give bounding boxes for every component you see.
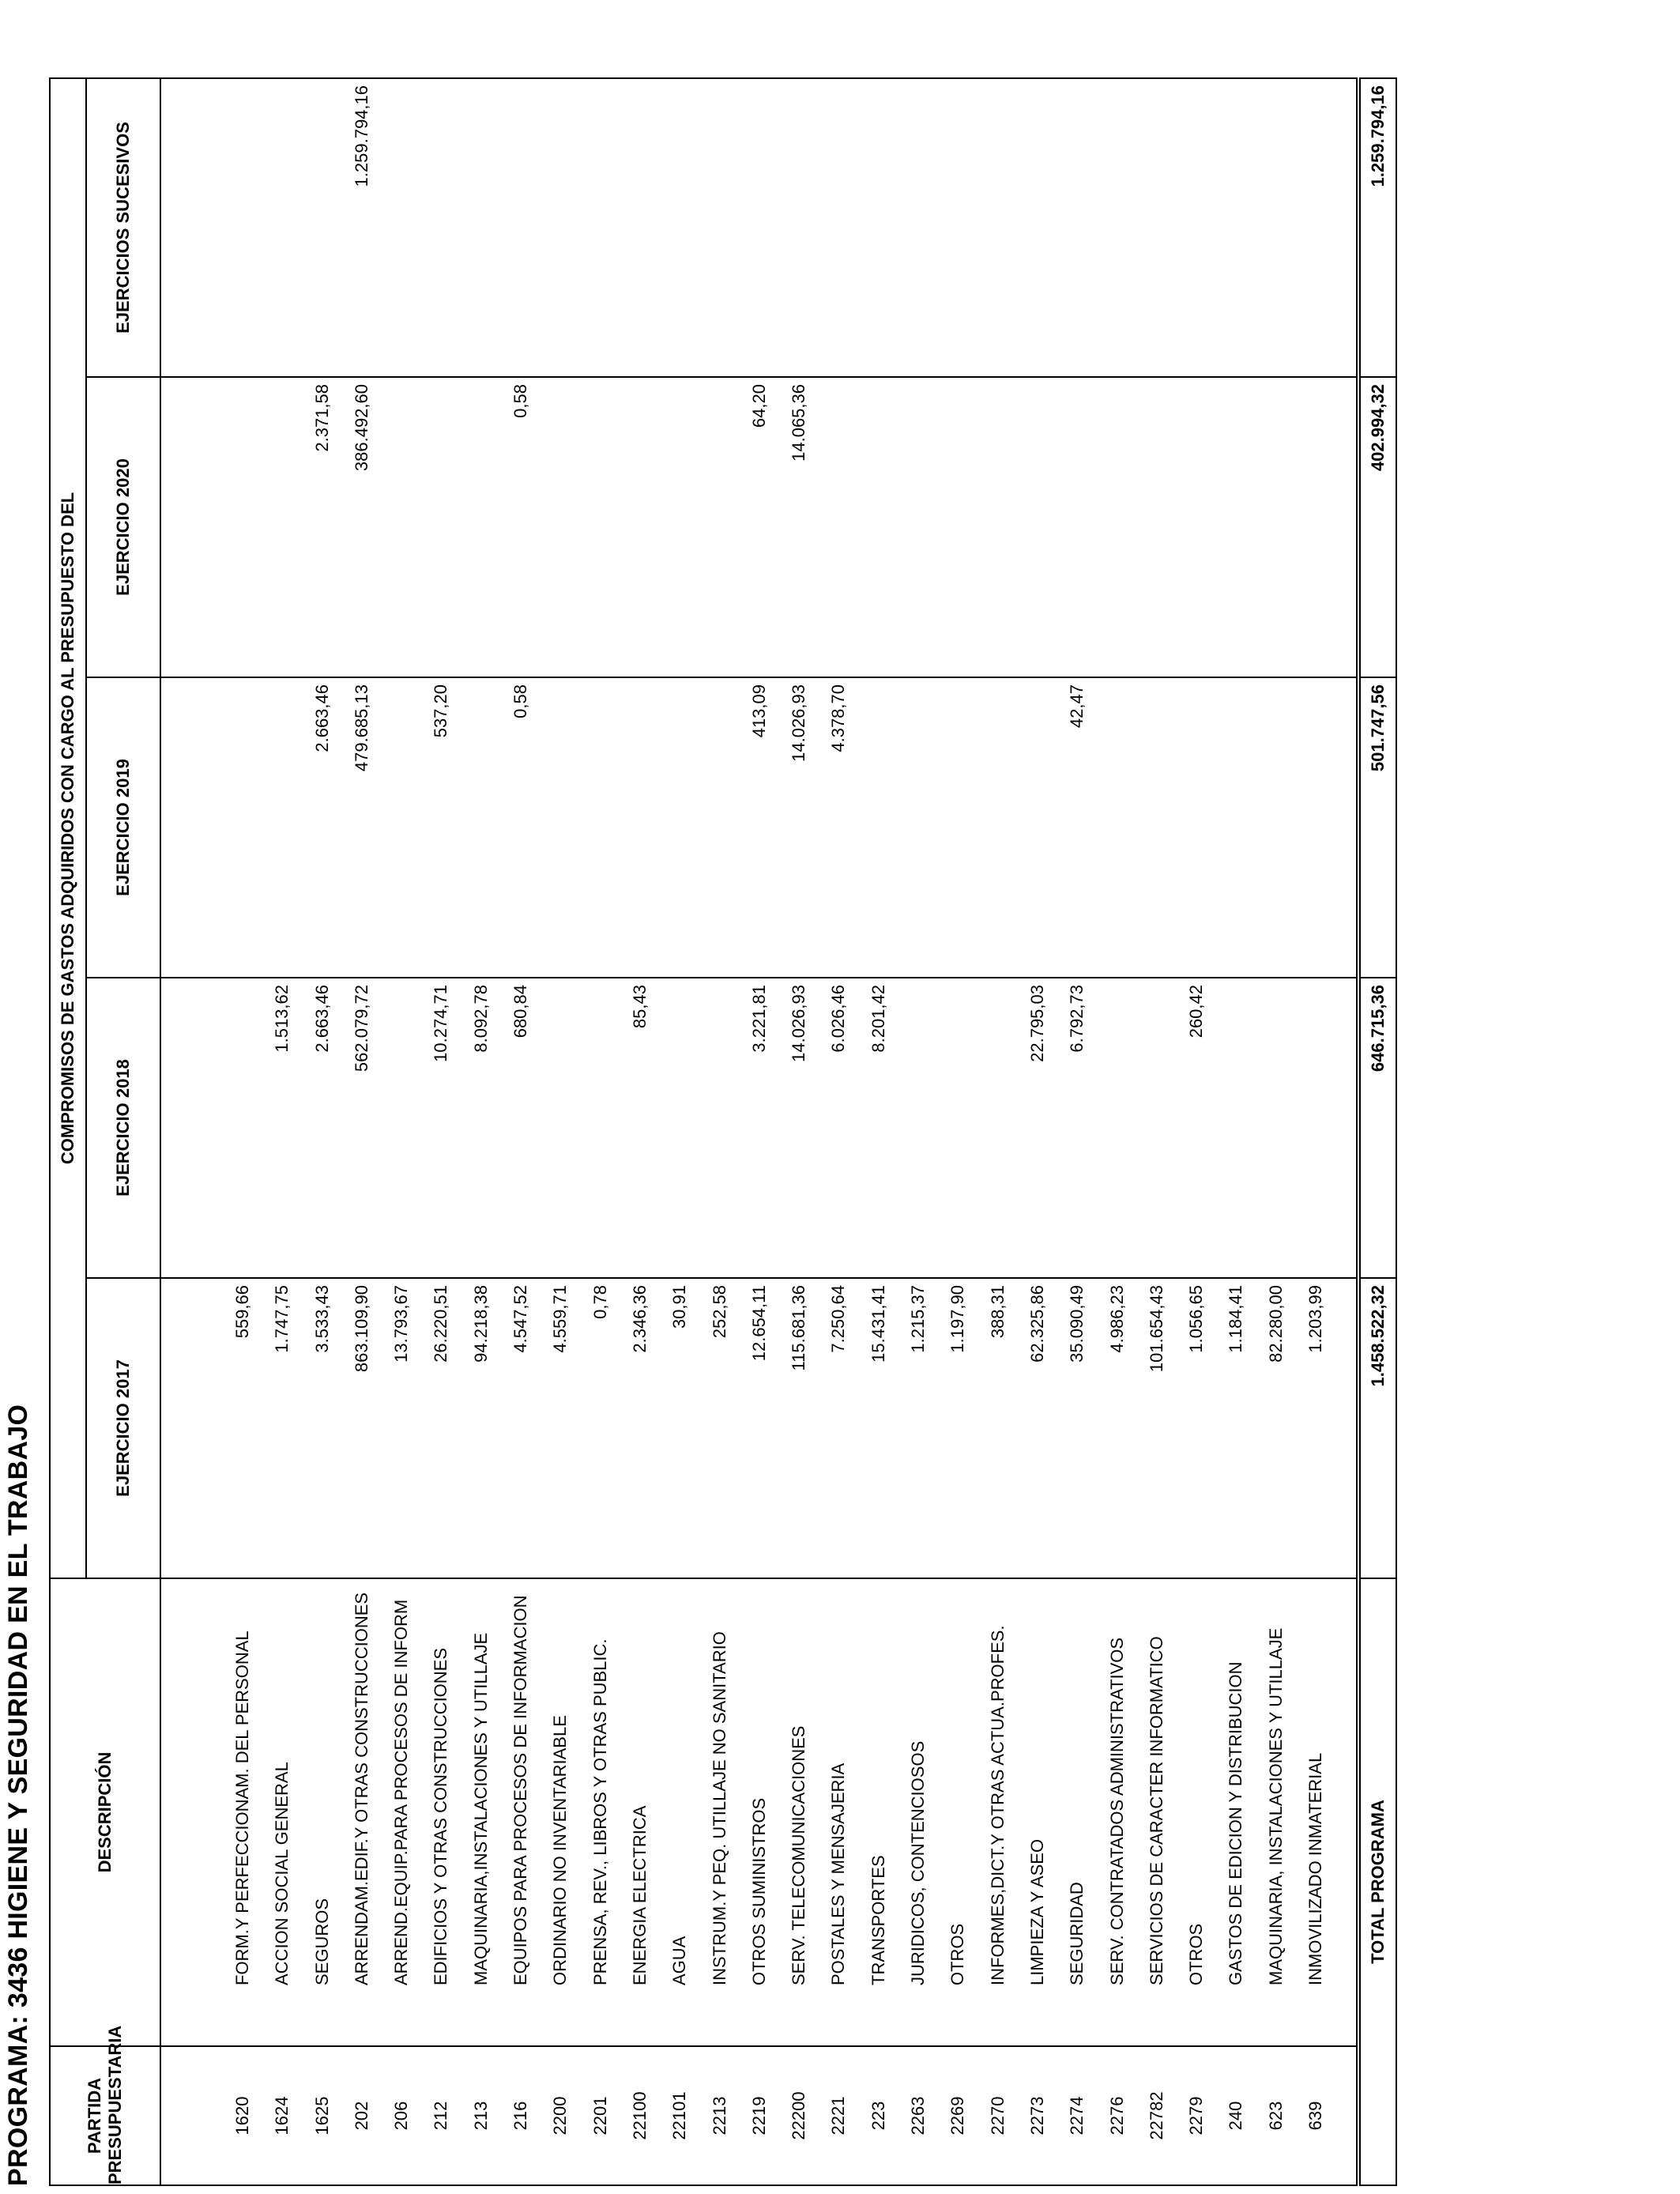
- ejercicio-2017-cell: 94.218,38: [470, 1285, 491, 1363]
- ejercicio-2020-cell: [660, 384, 699, 677]
- ejercicio-2017-cell: 0,78: [590, 1285, 610, 1319]
- ejercicio-2019-cell: [700, 684, 740, 977]
- ejercicio-2020-cell: [898, 384, 938, 677]
- ejercicio-2019-cell: [461, 684, 501, 977]
- descripcion-cell: AGUA: [669, 1936, 690, 1985]
- ejercicio-2019-cell: [1256, 684, 1296, 977]
- ejercicio-2019-cell: [262, 684, 302, 977]
- partida-cell: 22100: [629, 2091, 650, 2140]
- ejercicio-2017-cell: 252,58: [709, 1285, 729, 1339]
- partida-cell: 2279: [1186, 2096, 1207, 2136]
- ejercicio-2019-cell: [859, 684, 898, 977]
- header-ejercicios-sucesivos: EJERCICIOS SUCESIVOS: [86, 78, 160, 377]
- ejercicio-2019-cell: [978, 684, 1018, 977]
- ejercicio-2020-cell: [1216, 384, 1256, 677]
- ejercicio-2020-cell: [620, 384, 660, 677]
- ejercicio-2020-cell: [819, 384, 858, 677]
- ejercicio-2017-cell: 559,66: [232, 1285, 252, 1339]
- ejercicios-sucesivos-cell: [1057, 85, 1097, 376]
- ejercicio-2020-cell: [978, 384, 1018, 677]
- partida-cell: 2201: [590, 2096, 610, 2136]
- ejercicios-sucesivos-cell: [1256, 85, 1296, 376]
- ejercicio-2019-cell: [620, 684, 660, 977]
- ejercicios-sucesivos-cell: [938, 85, 977, 376]
- ejercicios-sucesivos-cell: [740, 85, 779, 376]
- descripcion-cell: ARREND.EQUIP.PARA PROCESOS DE INFORM: [391, 1599, 412, 1985]
- ejercicios-sucesivos-cell: [898, 85, 938, 376]
- ejercicios-sucesivos-cell: [382, 85, 421, 376]
- ejercicio-2018-cell: [898, 985, 938, 1277]
- ejercicio-2019-cell: 42,47: [1067, 684, 1087, 729]
- descripcion-cell: FORM.Y PERFECCIONAM. DEL PERSONAL: [232, 1630, 252, 1985]
- partida-cell: 213: [470, 2101, 491, 2131]
- ejercicio-2017-cell: 13.793,67: [391, 1285, 412, 1363]
- descripcion-cell: OTROS: [1186, 1923, 1207, 1985]
- ejercicio-2018-cell: [1098, 985, 1137, 1277]
- ejercicio-2019-cell: 14.026,93: [789, 684, 809, 762]
- descripcion-cell: PRENSA, REV., LIBROS Y OTRAS PUBLIC.: [590, 1638, 610, 1985]
- partida-cell: 2273: [1026, 2096, 1047, 2136]
- ejercicio-2017-cell: 863.109,90: [351, 1285, 371, 1373]
- partida-cell: 206: [391, 2101, 412, 2131]
- ejercicio-2020-cell: 2.371,58: [311, 384, 332, 452]
- ejercicio-2020-cell: [1137, 384, 1177, 677]
- descripcion-cell: INMOVILIZADO INMATERIAL: [1305, 1752, 1326, 1985]
- ejercicio-2017-cell: 82.280,00: [1265, 1285, 1286, 1363]
- total-ejercicio-2017: 1.458.522,32: [1360, 1278, 1396, 1578]
- ejercicio-2018-cell: [1216, 985, 1256, 1277]
- partida-cell: 1624: [272, 2096, 292, 2136]
- ejercicios-sucesivos-cell: [461, 85, 501, 376]
- ejercicio-2020-column: [160, 377, 1357, 677]
- ejercicios-sucesivos-cell: [1296, 85, 1335, 376]
- descripcion-cell: ORDINARIO NO INVENTARIABLE: [550, 1715, 571, 1985]
- header-ejercicio-2017: EJERCICIO 2017: [86, 1278, 160, 1578]
- ejercicio-2018-cell: 680,84: [510, 985, 531, 1039]
- partida-cell: 2219: [748, 2096, 769, 2136]
- descripcion-cell: SEGUROS: [311, 1898, 332, 1985]
- ejercicio-2019-cell: 0,58: [510, 684, 531, 718]
- header-descripcion: DESCRIPCIÓN: [50, 1578, 160, 2046]
- header-ejercicio-2020: EJERCICIO 2020: [86, 377, 160, 677]
- partida-cell: 1620: [232, 2096, 252, 2136]
- ejercicio-2017-cell: 4.547,52: [510, 1285, 531, 1353]
- ejercicios-sucesivos-cell: [581, 85, 620, 376]
- ejercicio-2019-cell: [1177, 684, 1216, 977]
- ejercicio-2020-cell: 0,58: [510, 384, 531, 418]
- partida-cell: 2263: [908, 2096, 929, 2136]
- partida-cell: 223: [868, 2101, 888, 2131]
- descripcion-cell: SERV. TELECOMUNICACIONES: [789, 1725, 809, 1985]
- ejercicio-2020-cell: [1018, 384, 1057, 677]
- ejercicios-sucesivos-cell: [303, 85, 342, 376]
- ejercicio-2020-cell: [700, 384, 740, 677]
- ejercicio-2017-cell: 1.203,99: [1305, 1285, 1326, 1353]
- ejercicio-2019-cell: 4.378,70: [828, 684, 849, 752]
- ejercicio-2020-cell: [1057, 384, 1097, 677]
- ejercicios-sucesivos-cell: 1.259.794,16: [351, 85, 371, 187]
- partida-cell: 2274: [1067, 2096, 1087, 2136]
- ejercicios-sucesivos-cell: [501, 85, 541, 376]
- descripcion-cell: ENERGIA ELECTRICA: [629, 1805, 650, 1985]
- total-ejercicios-sucesivos: 1.259.794,16: [1360, 78, 1396, 377]
- descripcion-cell: OTROS: [947, 1923, 968, 1985]
- total-row: [1359, 77, 1397, 2186]
- partida-cell: 2269: [947, 2096, 968, 2136]
- ejercicio-2018-cell: 6.792,73: [1067, 985, 1087, 1053]
- ejercicio-2018-cell: 6.026,46: [828, 985, 849, 1053]
- ejercicio-2020-cell: 386.492,60: [351, 384, 371, 472]
- ejercicio-2019-cell: [660, 684, 699, 977]
- ejercicio-2017-cell: 15.431,41: [868, 1285, 888, 1363]
- partida-cell: 623: [1265, 2101, 1286, 2131]
- ejercicio-2020-cell: [859, 384, 898, 677]
- descripcion-cell: ARRENDAM.EDIF.Y OTRAS CONSTRUCCIONES: [351, 1592, 371, 1985]
- descripcion-cell: JURIDICOS, CONTENCIOSOS: [908, 1740, 929, 1985]
- ejercicio-2018-cell: [700, 985, 740, 1277]
- partida-cell: 212: [431, 2101, 451, 2131]
- ejercicios-sucesivos-cell: [421, 85, 461, 376]
- ejercicio-2017-cell: 4.986,23: [1106, 1285, 1127, 1353]
- ejercicio-2018-cell: 562.079,72: [351, 985, 371, 1072]
- ejercicio-2019-cell: 413,09: [748, 684, 769, 738]
- ejercicios-sucesivos-cell: [700, 85, 740, 376]
- ejercicio-2018-cell: [382, 985, 421, 1277]
- descripcion-cell: INSTRUM.Y PEQ. UTILLAJE NO SANITARIO: [709, 1631, 729, 1985]
- total-ejercicio-2019: 501.747,56: [1360, 677, 1396, 978]
- ejercicio-2018-cell: 2.663,46: [311, 985, 332, 1053]
- ejercicio-2019-cell: [541, 684, 580, 977]
- ejercicio-2019-cell: 479.685,13: [351, 684, 371, 772]
- ejercicio-2019-cell: [898, 684, 938, 977]
- ejercicios-sucesivos-column: [160, 78, 1357, 377]
- descripcion-cell: ACCION SOCIAL GENERAL: [272, 1762, 292, 1985]
- ejercicio-2019-cell: 537,20: [431, 684, 451, 738]
- ejercicio-2018-cell: [978, 985, 1018, 1277]
- ejercicio-2020-cell: [1296, 384, 1335, 677]
- partida-cell: 2276: [1106, 2096, 1127, 2136]
- descripcion-cell: SERVICIOS DE CARACTER INFORMATICO: [1146, 1636, 1166, 1985]
- ejercicios-sucesivos-cell: [1018, 85, 1057, 376]
- ejercicios-sucesivos-cell: [1137, 85, 1177, 376]
- ejercicio-2020-cell: [938, 384, 977, 677]
- descripcion-column: [160, 1578, 1357, 2046]
- ejercicios-sucesivos-cell: [819, 85, 858, 376]
- ejercicio-2020-cell: [581, 384, 620, 677]
- partida-column: [160, 2046, 1357, 2185]
- header-compromisos: COMPROMISOS DE GASTOS ADQUIRIDOS CON CARGO AL PRESUPUESTO DEL: [50, 78, 86, 1578]
- total-ejercicio-2020: 402.994,32: [1360, 377, 1396, 677]
- ejercicio-2018-cell: [938, 985, 977, 1277]
- ejercicio-2019-cell: [1296, 684, 1335, 977]
- descripcion-cell: GASTOS DE EDICION Y DISTRIBUCION: [1226, 1661, 1246, 1985]
- descripcion-cell: OTROS SUMINISTROS: [748, 1797, 769, 1985]
- descripcion-cell: EDIFICIOS Y OTRAS CONSTRUCCIONES: [431, 1647, 451, 1985]
- ejercicio-2017-cell: 2.346,36: [629, 1285, 650, 1353]
- ejercicio-2017-cell: 388,31: [987, 1285, 1008, 1339]
- ejercicio-2017-cell: 3.533,43: [311, 1285, 332, 1353]
- descripcion-cell: SEGURIDAD: [1067, 1882, 1087, 1985]
- ejercicio-2019-cell: [1018, 684, 1057, 977]
- partida-cell: 2221: [828, 2096, 849, 2136]
- partida-cell: 202: [351, 2101, 371, 2131]
- header-ejercicio-2019: EJERCICIO 2019: [86, 677, 160, 978]
- ejercicios-sucesivos-cell: [541, 85, 580, 376]
- total-label: TOTAL PROGRAMA: [1360, 1578, 1396, 2185]
- ejercicio-2017-cell: 1.056,65: [1186, 1285, 1207, 1353]
- ejercicio-2018-column: [160, 978, 1357, 1278]
- ejercicio-2017-cell: 12.654,11: [748, 1285, 769, 1362]
- ejercicios-sucesivos-cell: [1216, 85, 1256, 376]
- ejercicios-sucesivos-cell: [620, 85, 660, 376]
- ejercicio-2019-cell: [581, 684, 620, 977]
- ejercicio-2020-cell: 64,20: [748, 384, 769, 428]
- ejercicio-2020-cell: [223, 384, 262, 677]
- ejercicios-sucesivos-cell: [779, 85, 819, 376]
- ejercicio-2017-cell: 115.681,36: [789, 1285, 809, 1371]
- descripcion-cell: EQUIPOS PARA PROCESOS DE INFORMACION: [510, 1595, 531, 1985]
- partida-cell: 1625: [311, 2096, 332, 2136]
- total-ejercicio-2018: 646.715,36: [1360, 978, 1396, 1278]
- ejercicio-2018-cell: [541, 985, 580, 1277]
- partida-cell: 216: [510, 2101, 531, 2131]
- partida-cell: 22782: [1146, 2091, 1166, 2140]
- ejercicio-2018-cell: 8.201,42: [868, 985, 888, 1053]
- ejercicios-sucesivos-cell: [978, 85, 1018, 376]
- ejercicio-2020-cell: [461, 384, 501, 677]
- ejercicio-2018-cell: 85,43: [629, 985, 650, 1029]
- ejercicio-2018-cell: [1137, 985, 1177, 1277]
- ejercicio-2018-cell: [223, 985, 262, 1277]
- partida-cell: 22200: [789, 2091, 809, 2140]
- ejercicio-2019-column: [160, 677, 1357, 978]
- descripcion-cell: TRANSPORTES: [868, 1855, 888, 1985]
- ejercicio-2019-cell: [1216, 684, 1256, 977]
- descripcion-cell: SERV. CONTRATADOS ADMINISTRATIVOS: [1106, 1637, 1127, 1985]
- ejercicios-sucesivos-cell: [223, 85, 262, 376]
- ejercicio-2018-cell: 1.513,62: [272, 985, 292, 1053]
- partida-cell: 240: [1226, 2101, 1246, 2131]
- ejercicio-2019-cell: [1137, 684, 1177, 977]
- ejercicios-sucesivos-cell: [1177, 85, 1216, 376]
- ejercicios-sucesivos-cell: [859, 85, 898, 376]
- descripcion-cell: POSTALES Y MENSAJERIA: [828, 1762, 849, 1985]
- ejercicio-2018-cell: [1296, 985, 1335, 1277]
- ejercicio-2017-cell: 7.250,64: [828, 1285, 849, 1353]
- header-ejercicio-2018: EJERCICIO 2018: [86, 978, 160, 1278]
- descripcion-cell: MAQUINARIA, INSTALACIONES Y UTILLAJE: [1265, 1627, 1286, 1985]
- ejercicio-2018-cell: 260,42: [1186, 985, 1207, 1039]
- page-title: PROGRAMA: 3436 HIGIENE Y SEGURIDAD EN EL TRABAJO: [3, 1404, 33, 2186]
- ejercicio-2017-column: [160, 1278, 1357, 1578]
- ejercicio-2018-cell: [660, 985, 699, 1277]
- ejercicio-2019-cell: [938, 684, 977, 977]
- ejercicio-2020-cell: [541, 384, 580, 677]
- budget-table: [49, 77, 1358, 2186]
- ejercicio-2017-cell: 62.325,86: [1026, 1285, 1047, 1363]
- ejercicio-2018-cell: 3.221,81: [748, 985, 769, 1053]
- ejercicio-2018-cell: 14.026,93: [789, 985, 809, 1062]
- ejercicios-sucesivos-cell: [660, 85, 699, 376]
- partida-cell: 2213: [709, 2096, 729, 2136]
- ejercicio-2017-cell: 1.184,41: [1226, 1285, 1246, 1353]
- ejercicio-2020-cell: [421, 384, 461, 677]
- ejercicio-2018-cell: [1256, 985, 1296, 1277]
- ejercicio-2020-cell: [262, 384, 302, 677]
- ejercicio-2017-cell: 101.654,43: [1146, 1285, 1166, 1373]
- ejercicio-2018-cell: 10.274,71: [431, 985, 451, 1062]
- ejercicio-2020-cell: [1177, 384, 1216, 677]
- ejercicios-sucesivos-cell: [262, 85, 302, 376]
- descripcion-cell: LIMPIEZA Y ASEO: [1026, 1838, 1047, 1985]
- descripcion-cell: INFORMES,DICT.Y OTRAS ACTUA.PROFES.: [987, 1625, 1008, 1985]
- ejercicio-2017-cell: 1.747,75: [272, 1285, 292, 1353]
- partida-cell: 22101: [669, 2091, 690, 2140]
- partida-cell: 2270: [987, 2096, 1008, 2136]
- partida-cell: 2200: [550, 2096, 571, 2136]
- header-partida: PARTIDA PRESUPUESTARIA: [50, 2046, 160, 2185]
- ejercicio-2017-cell: 30,91: [669, 1285, 690, 1329]
- ejercicio-2019-cell: [223, 684, 262, 977]
- ejercicio-2020-cell: [382, 384, 421, 677]
- ejercicio-2017-cell: 35.090,49: [1067, 1285, 1087, 1363]
- ejercicio-2018-cell: 8.092,78: [470, 985, 491, 1053]
- ejercicio-2018-cell: 22.795,03: [1026, 985, 1047, 1062]
- ejercicio-2017-cell: 1.197,90: [947, 1285, 968, 1353]
- ejercicio-2020-cell: [1256, 384, 1296, 677]
- partida-cell: 639: [1305, 2101, 1326, 2131]
- ejercicio-2018-cell: [581, 985, 620, 1277]
- ejercicio-2020-cell: [1098, 384, 1137, 677]
- ejercicio-2017-cell: 4.559,71: [550, 1285, 571, 1353]
- ejercicio-2017-cell: 26.220,51: [431, 1285, 451, 1363]
- ejercicio-2019-cell: 2.663,46: [311, 684, 332, 752]
- descripcion-cell: MAQUINARIA,INSTALACIONES Y UTILLAJE: [470, 1632, 491, 1985]
- ejercicio-2017-cell: 1.215,37: [908, 1285, 929, 1353]
- ejercicio-2019-cell: [382, 684, 421, 977]
- ejercicio-2019-cell: [1098, 684, 1137, 977]
- ejercicio-2020-cell: 14.065,36: [789, 384, 809, 462]
- ejercicios-sucesivos-cell: [1098, 85, 1137, 376]
